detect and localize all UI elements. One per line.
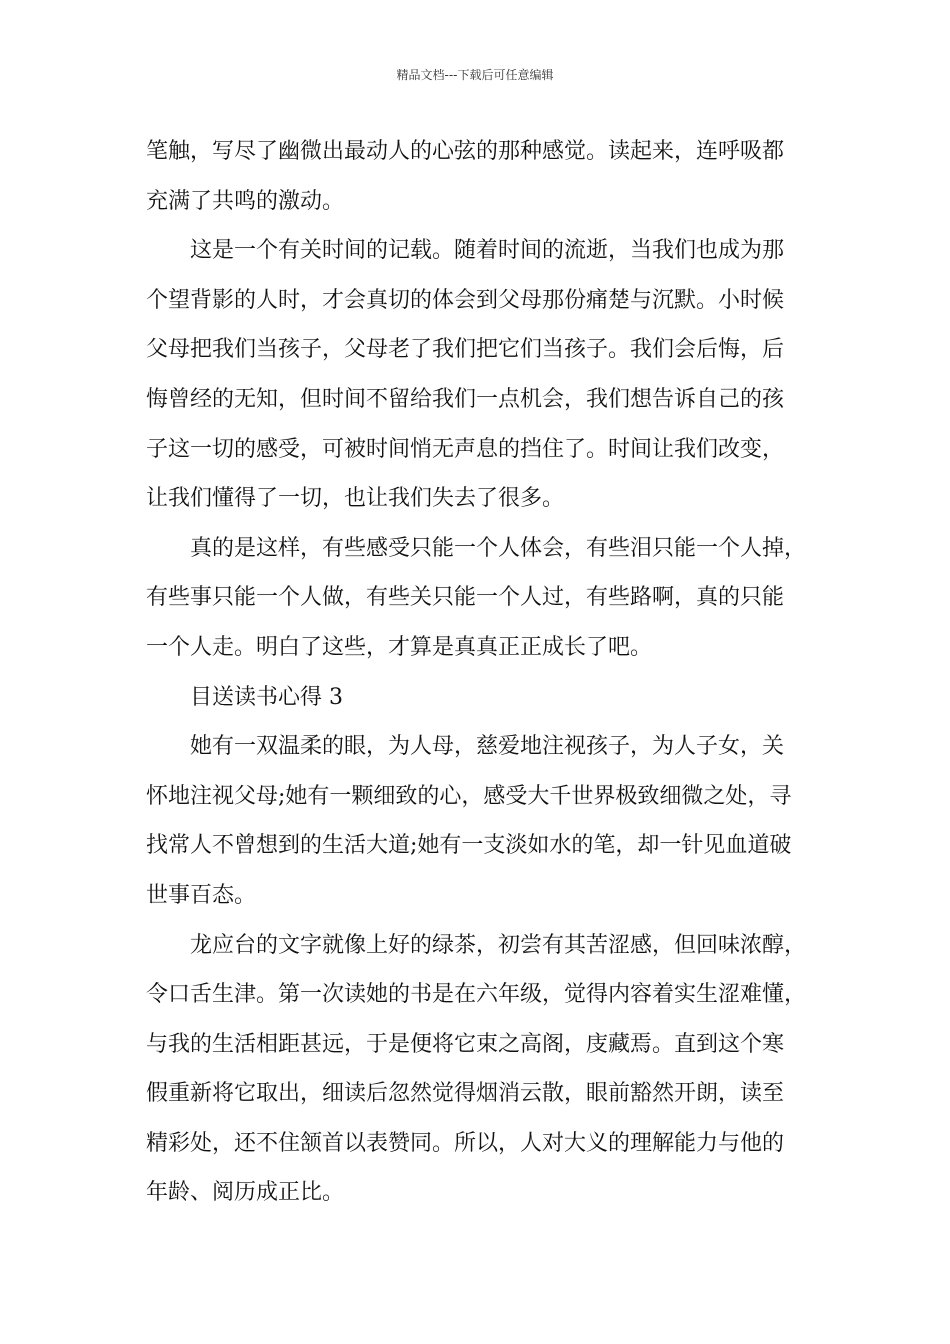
text-line: 龙应台的文字就像上好的绿茶，初尝有其苦涩感，但回味浓醇， [190,932,807,958]
text-line: 笔触，写尽了幽微出最动人的心弦的那种感觉。读起来，连呼吸都 [146,139,785,164]
text-line: 年龄、阅历成正比。 [146,1180,345,1206]
text-line: 令口舌生津。第一次读她的书是在六年级，觉得内容着实生涩难懂， [146,982,807,1008]
text-line: 真的是这样，有些感受只能一个人体会，有些泪只能一个人掉， [190,535,807,561]
text-line: 有些事只能一个人做，有些关只能一个人过，有些路啊，真的只能 [146,585,785,611]
text-line: 世事百态。 [146,882,257,908]
text-line: 子这一切的感受，可被时间悄无声息的挡住了。时间让我们改变， [146,436,785,462]
text-line: 充满了共鸣的激动。 [146,188,345,214]
text-line: 怀地注视父母;她有一颗细致的心，感受大千世界极致细微之处，寻 [146,783,792,809]
section-heading: 目送读书心得 3 [190,684,343,710]
text-line: 找常人不曾想到的生活大道;她有一支淡如水的笔，却一针见血道破 [146,833,792,859]
text-line: 父母把我们当孩子，父母老了我们把它们当孩子。我们会后悔，后 [146,337,785,363]
text-line: 一个人走。明白了这些，才算是真真正正成长了吧。 [146,634,653,660]
text-line: 精彩处，还不住颔首以表赞同。所以，人对大义的理解能力与他的 [146,1130,785,1156]
text-line: 假重新将它取出，细读后忽然觉得烟消云散，眼前豁然开朗，读至 [146,1081,785,1107]
text-line: 个望背影的人时，才会真切的体会到父母那份痛楚与沉默。小时候 [146,287,785,313]
text-line: 她有一双温柔的眼，为人母，慈爱地注视孩子，为人子女，关 [190,734,785,760]
text-line: 这是一个有关时间的记载。随着时间的流逝，当我们也成为那 [190,238,785,264]
page-header: 精品文档---下载后可任意编辑 [396,68,554,82]
text-line: 悔曾经的无知，但时间不留给我们一点机会，我们想告诉自己的孩 [146,386,785,412]
text-line: 让我们懂得了一切，也让我们失去了很多。 [146,486,565,512]
document-body [146,127,811,1218]
text-line: 与我的生活相距甚远，于是便将它束之高阁，庋藏焉。直到这个寒 [146,1031,785,1057]
